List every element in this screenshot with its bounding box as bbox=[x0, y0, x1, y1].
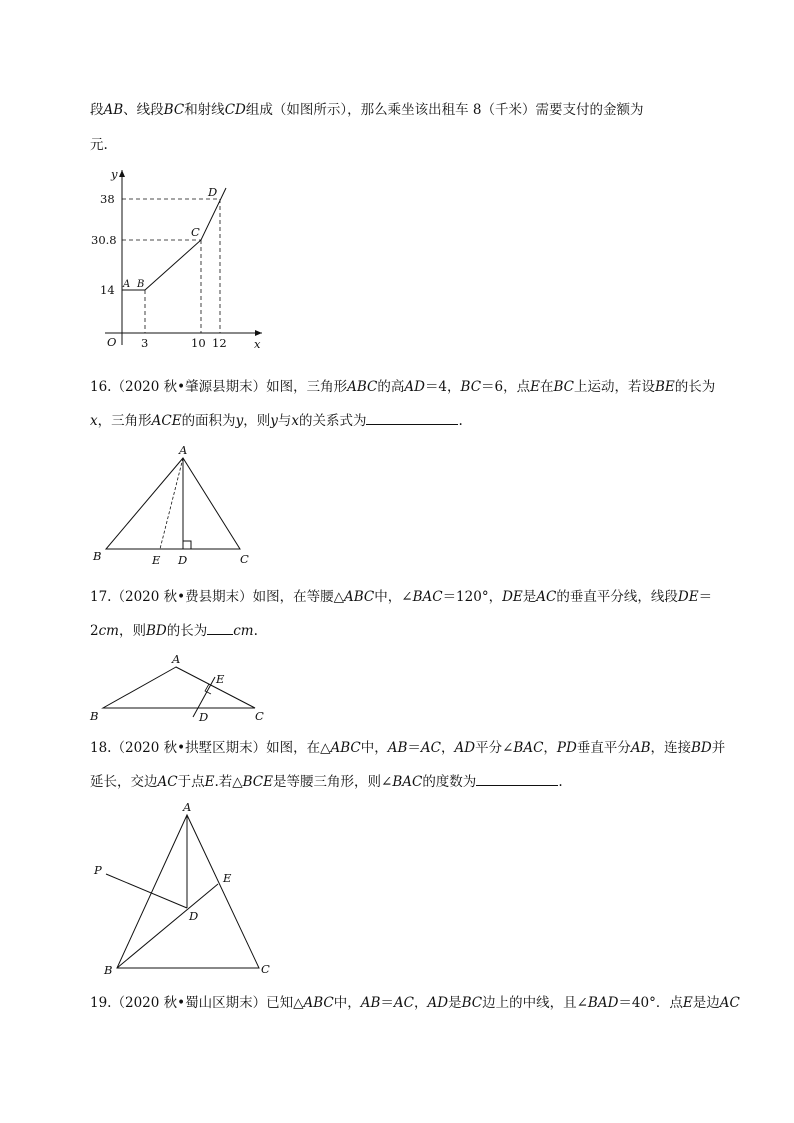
y-axis-arrow bbox=[119, 170, 125, 177]
point-d-label: D bbox=[178, 553, 188, 567]
q16-line2: x，三角形ACE的面积为y，则y与x的关系式为 . bbox=[90, 410, 730, 431]
y-axis-label: y bbox=[111, 167, 118, 181]
figure-15-graph bbox=[91, 167, 262, 351]
vertex-a-label: A bbox=[172, 652, 181, 666]
vertex-c-label: C bbox=[255, 709, 264, 723]
q17-line1: 17.（2020 秋•费县期末）如图，在等腰△ABC中，∠BAC＝120°，DE是AC的垂直平分线，线段DE＝ bbox=[90, 589, 713, 605]
point-a-label: A bbox=[123, 279, 131, 290]
answer-blank[interactable] bbox=[366, 410, 458, 425]
answer-blank[interactable] bbox=[476, 771, 558, 786]
right-angle-mark bbox=[183, 541, 191, 549]
point-p-label: P bbox=[94, 863, 102, 877]
point-d-label: D bbox=[208, 185, 218, 199]
point-e-label: E bbox=[216, 672, 225, 686]
vertex-a-label: A bbox=[183, 800, 192, 814]
vertex-b-label: B bbox=[93, 549, 102, 563]
point-e-label: E bbox=[223, 871, 232, 885]
y-tick-14: 14 bbox=[100, 283, 115, 297]
origin-label: O bbox=[107, 335, 117, 349]
point-b-label: B bbox=[137, 279, 145, 290]
segment-be bbox=[117, 884, 218, 968]
q16-line1: 16.（2020 秋•肇源县期末）如图，三角形ABC的高AD＝4，BC＝6，点E在BC上运动，若设BE的长为 bbox=[90, 379, 716, 395]
q19-line1: 19.（2020 秋•蜀山区期末）已知△ABC中，AB＝AC，AD是BC边上的中线，且∠BAD＝40°．点E是边AC bbox=[90, 995, 740, 1011]
figure-16-triangle bbox=[92, 443, 249, 567]
answer-blank[interactable] bbox=[207, 620, 233, 635]
q18-line2: 延长，交边AC于点E.若△BCE是等腰三角形，则∠BAC的度数为 . bbox=[90, 771, 730, 792]
q15-line2: 元. bbox=[90, 137, 108, 153]
point-c-label: C bbox=[191, 225, 200, 239]
vertex-b-label: B bbox=[90, 709, 99, 723]
y-tick-38: 38 bbox=[100, 192, 115, 206]
point-d-label: D bbox=[199, 710, 209, 724]
q18-line1: 18.（2020 秋•拱墅区期末）如图，在△ABC中，AB＝AC，AD平分∠BAC，PD垂直平分AB，连接BD并 bbox=[90, 740, 726, 756]
q15-line1: 段AB、线段BC和射线CD组成（如图所示），那么乘坐该出租车 8（千米）需要支付的金额为 bbox=[90, 102, 644, 118]
figure-18-triangle bbox=[93, 800, 270, 977]
point-d-label: D bbox=[189, 909, 199, 923]
triangle-abc bbox=[117, 815, 259, 968]
y-tick-30-8: 30.8 bbox=[91, 233, 117, 247]
x-tick-3: 3 bbox=[141, 336, 149, 350]
x-tick-10: 10 bbox=[191, 336, 206, 350]
vertex-b-label: B bbox=[104, 963, 113, 977]
point-e-label: E bbox=[152, 553, 161, 567]
x-axis-arrow bbox=[255, 330, 262, 336]
vertex-a-label: A bbox=[179, 443, 188, 457]
triangle-abc bbox=[103, 667, 255, 708]
q17-line2: 2cm，则BD的长为 cm. bbox=[90, 620, 730, 641]
vertex-c-label: C bbox=[261, 962, 270, 976]
x-axis-label: x bbox=[254, 337, 261, 351]
piecewise-line bbox=[122, 188, 226, 290]
triangle-abc bbox=[106, 458, 240, 549]
vertex-c-label: C bbox=[240, 552, 249, 566]
x-tick-12: 12 bbox=[212, 336, 227, 350]
figure-17-triangle bbox=[89, 652, 264, 724]
